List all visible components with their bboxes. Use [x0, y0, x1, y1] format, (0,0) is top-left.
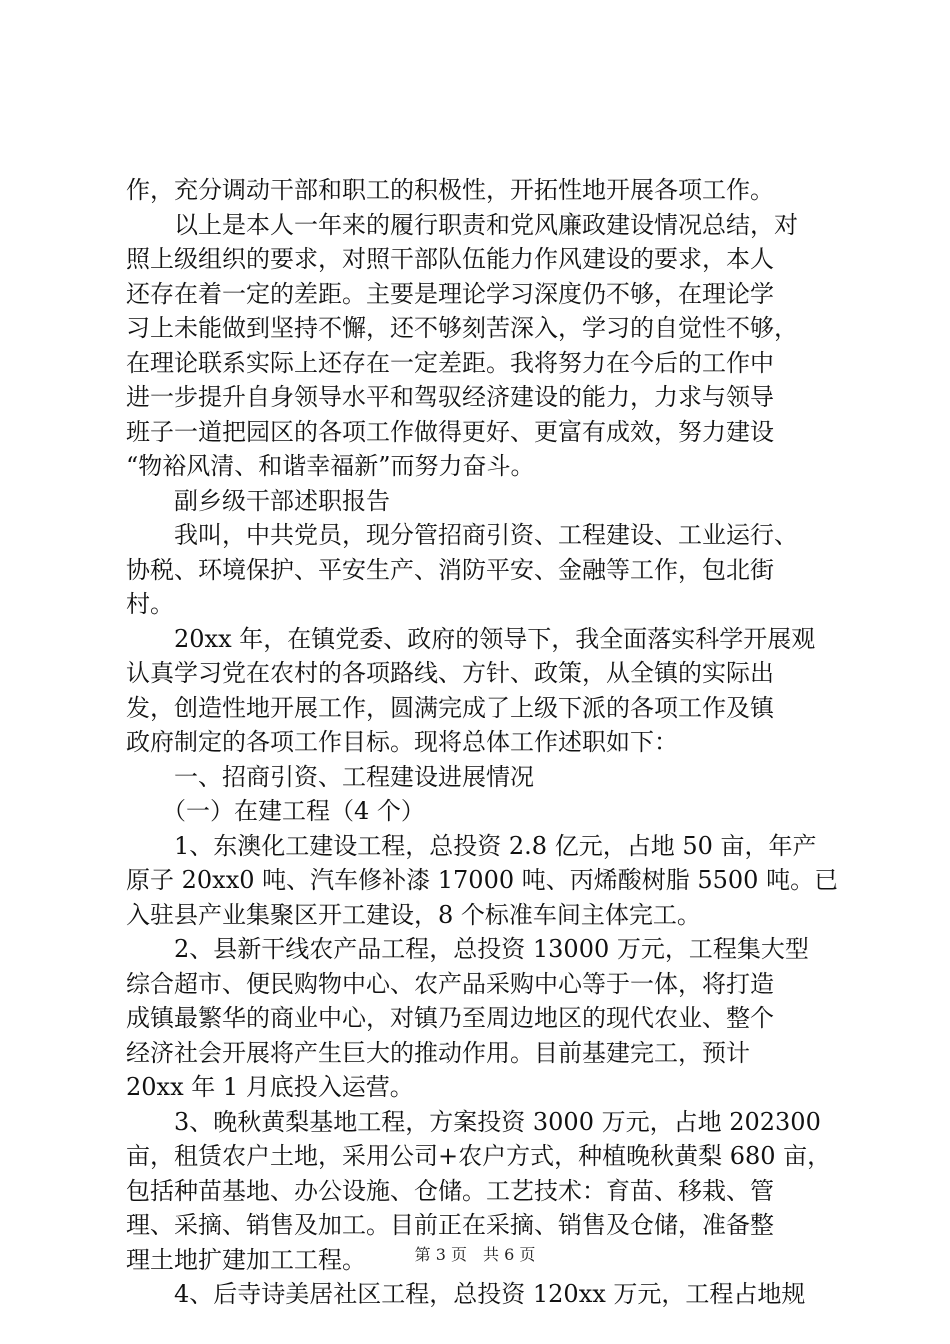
text-line: 照上级组织的要求，对照干部队伍能力作风建设的要求，本人 [126, 245, 774, 273]
text-line: 还存在着一定的差距。主要是理论学习深度仍不够，在理论学 [126, 279, 774, 308]
text-line: 协税、环境保护、平安生产、消防平安、金融等工作，包北街 [126, 555, 774, 584]
text-line: 我叫，中共党员，现分管招商引资、工程建设、工业运行、 [126, 521, 798, 549]
text-line: 习上未能做到坚持不懈，还不够刻苦深入，学习的自觉性不够， [126, 314, 798, 342]
text-line: 20xx 年，在镇党委、政府的领导下，我全面落实科学开展观 [126, 624, 816, 653]
text-line: 政府制定的各项工作目标。现将总体工作述职如下： [126, 728, 678, 756]
text-line: 理土地扩建加工工程。 [126, 1245, 366, 1274]
page-footer: 第 3 页 共 6 页 [414, 1245, 536, 1264]
text-line: 进一步提升自身领导水平和驾驭经济建设的能力，力求与领导 [126, 383, 774, 411]
text-line: 3、晚秋黄梨基地工程，方案投资 3000 万元，占地 202300 [126, 1107, 821, 1136]
text-line: 在理论联系实际上还存在一定差距。我将努力在今后的工作中 [126, 348, 774, 377]
text-line: 一、招商引资、工程建设进展情况 [126, 762, 534, 791]
text-line: 亩，租赁农户土地，采用公司+农户方式，种植晚秋黄梨 680 亩， [126, 1142, 832, 1170]
text-line: 发，创造性地开展工作，圆满完成了上级下派的各项工作及镇 [126, 693, 774, 722]
text-line: （一）在建工程（4 个） [126, 797, 425, 825]
document-body [126, 173, 850, 1312]
text-line: 认真学习党在农村的各项路线、方针、政策，从全镇的实际出 [126, 659, 774, 687]
text-line: 1、东澳化工建设工程，总投资 2.8 亿元，占地 50 亩，年产 [126, 831, 817, 860]
text-line: 综合超市、便民购物中心、农产品采购中心等于一体，将打造 [126, 969, 774, 998]
text-line: 2、县新干线农产品工程，总投资 13000 万元，工程集大型 [126, 935, 809, 963]
text-line: 班子一道把园区的各项工作做得更好、更富有成效，努力建设 [126, 417, 774, 446]
text-line: 以上是本人一年来的履行职责和党风廉政建设情况总结，对 [126, 210, 798, 239]
text-line: 入驻县产业集聚区开工建设，8 个标准车间主体完工。 [126, 900, 701, 929]
text-line: 经济社会开展将产生巨大的推动作用。目前基建完工，预计 [126, 1038, 750, 1067]
text-line: 理、采摘、销售及加工。目前正在采摘、销售及仓储，准备整 [126, 1211, 774, 1239]
text-line: “物裕风清、和谐幸福新”而努力奋斗。 [126, 452, 535, 480]
text-line: 村。 [126, 590, 174, 618]
text-line: 成镇最繁华的商业中心，对镇乃至周边地区的现代农业、整个 [126, 1004, 774, 1032]
text-line: 副乡级干部述职报告 [126, 486, 390, 515]
text-line: 包括种苗基地、办公设施、仓储。工艺技术：育苗、移栽、管 [126, 1176, 774, 1205]
text-line: 4、后寺诗美居社区工程，总投资 120xx 万元，工程占地规 [126, 1280, 806, 1308]
text-line: 原子 20xx0 吨、汽车修补漆 17000 吨、丙烯酸树脂 5500 吨。已 [126, 866, 839, 894]
text-line: 20xx 年 1 月底投入运营。 [126, 1073, 414, 1101]
text-line: 作，充分调动干部和职工的积极性，开拓性地开展各项工作。 [126, 176, 774, 204]
